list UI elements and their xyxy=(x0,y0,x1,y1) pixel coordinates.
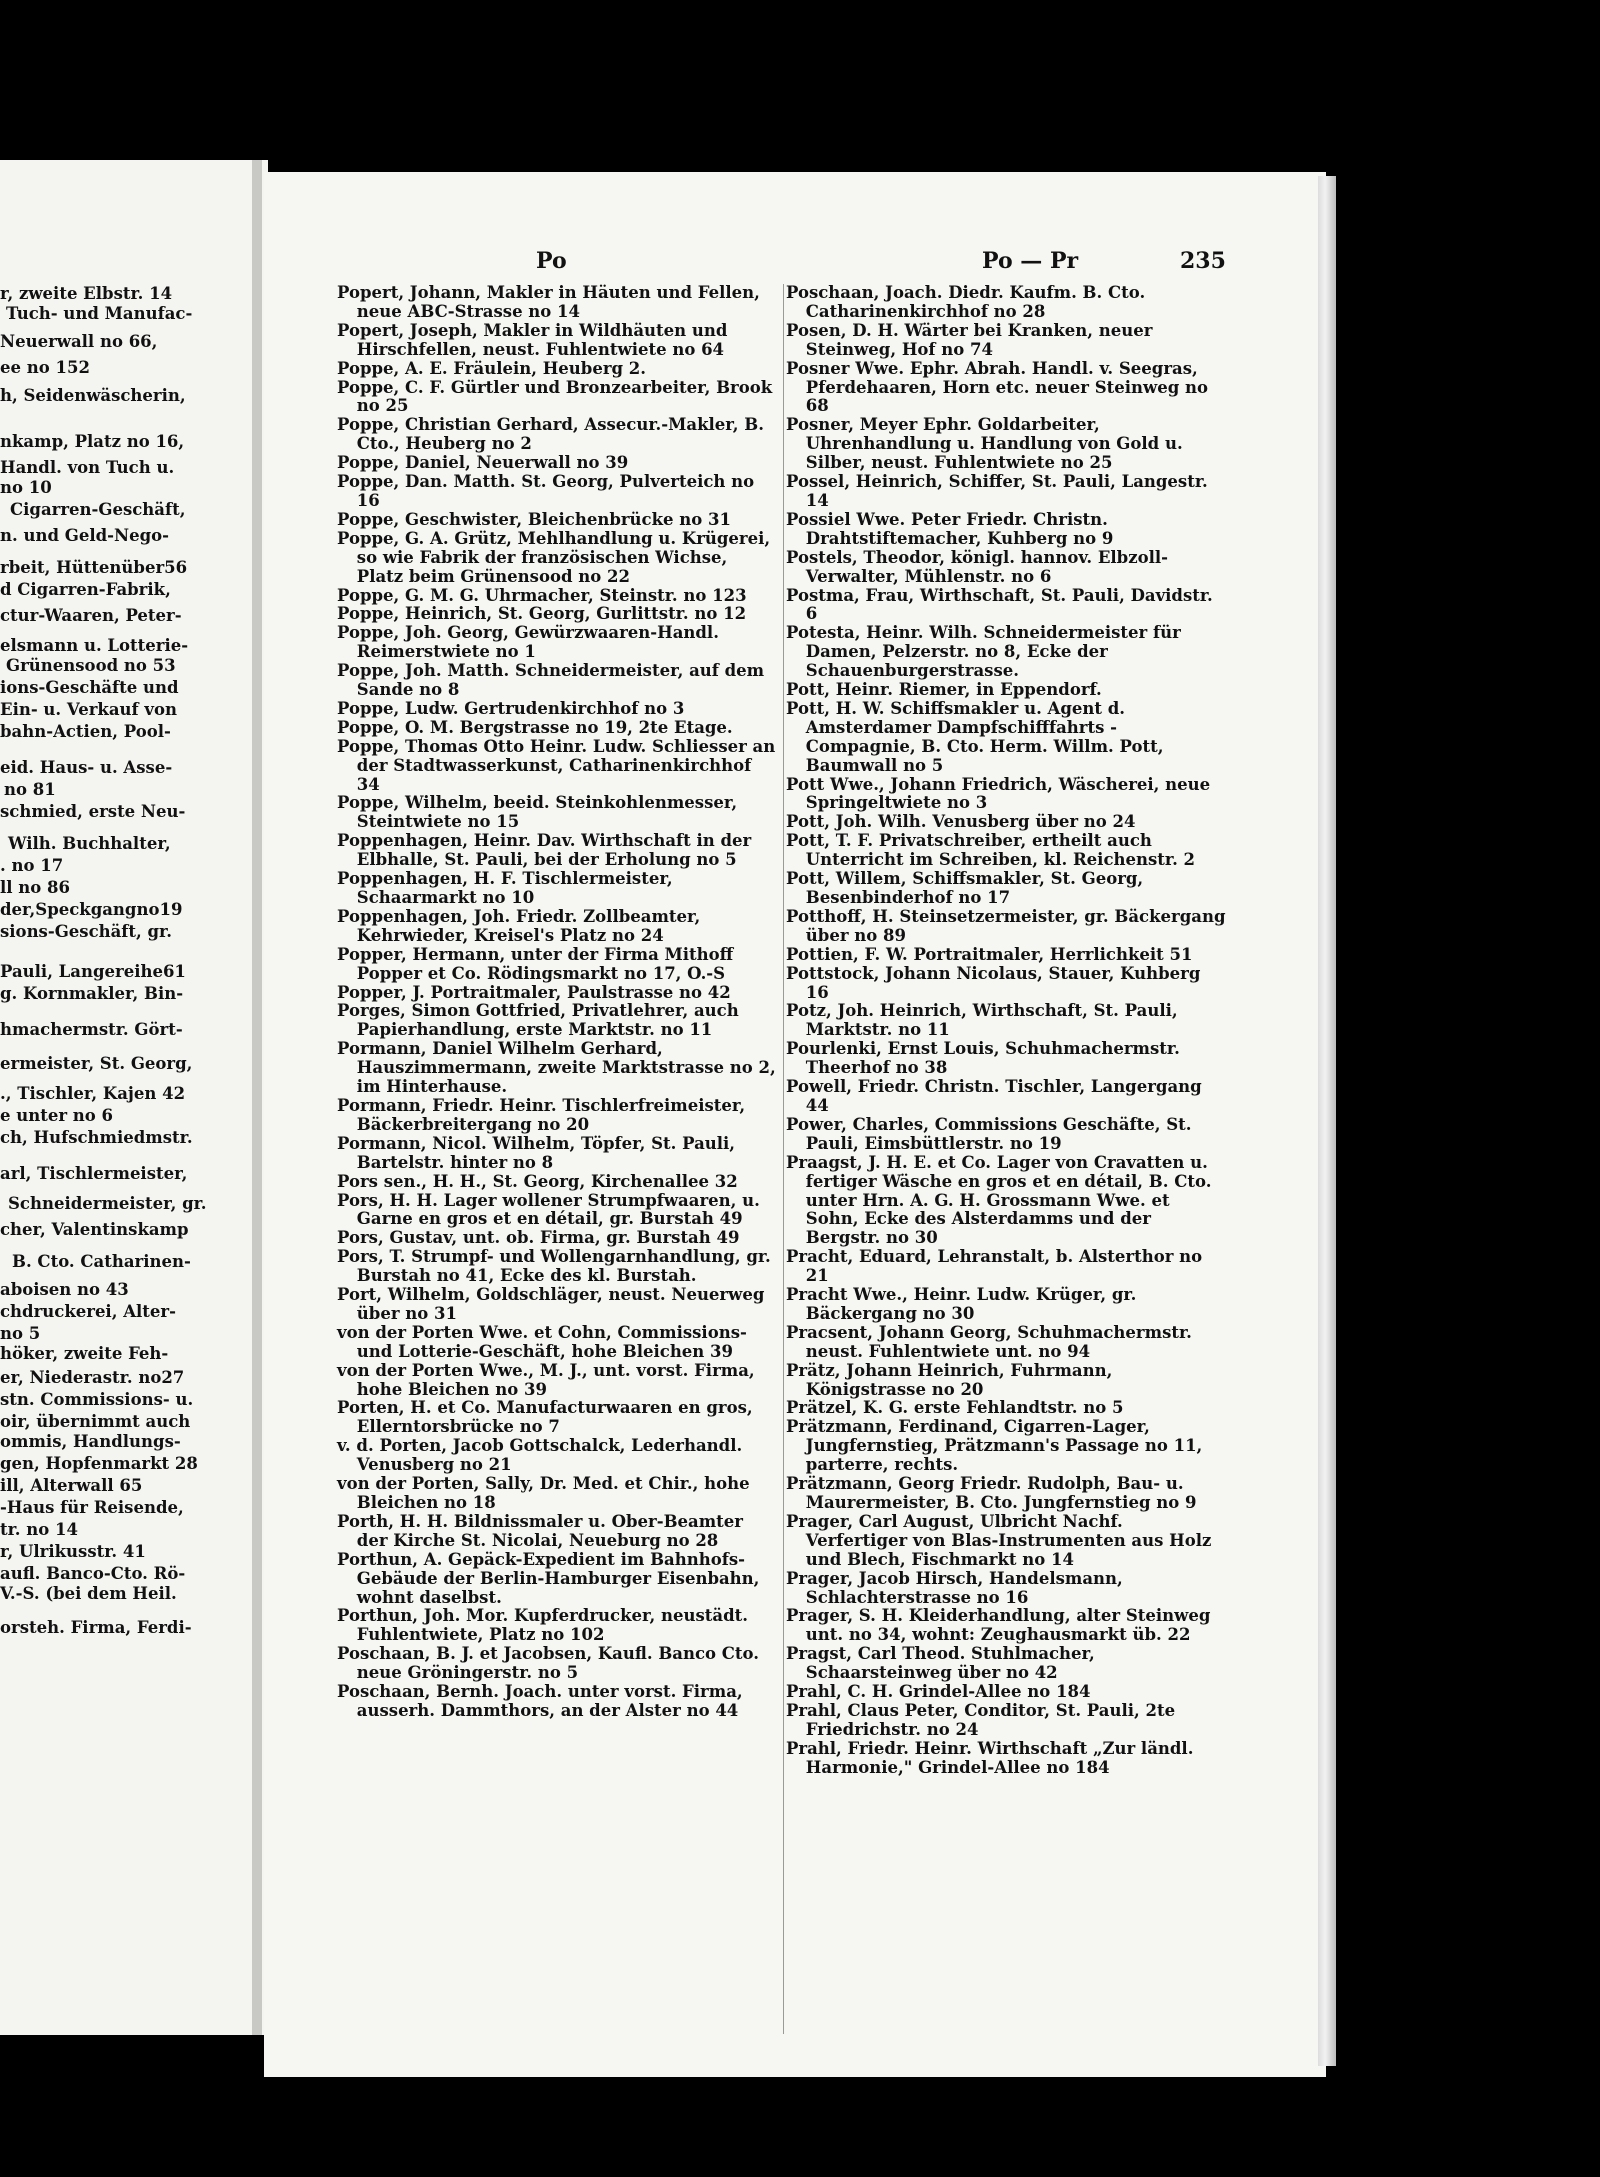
directory-entry: Pors, H. H. Lager wollener Strumpfwaaren, u. Garne en gros et en détail, gr. Burstah 49 xyxy=(337,1190,760,1229)
left-page-line: Cigarren-Geschäft, xyxy=(10,500,186,519)
left-page-line: rbeit, Hüttenüber56 xyxy=(0,558,188,577)
directory-entry: Pott, Heinr. Riemer, in Eppendorf. xyxy=(786,680,1102,700)
directory-entry: Poppe, O. M. Bergstrasse no 19, 2te Etage. xyxy=(337,717,733,737)
left-page-line: ctur-Waaren, Peter- xyxy=(0,606,182,625)
directory-entry: Pracht, Eduard, Lehranstalt, b. Alsterthor no 21 xyxy=(786,1247,1203,1286)
left-page-line: er, Niederastr. no27 xyxy=(0,1368,185,1387)
left-page-line: g. Kornmakler, Bin- xyxy=(0,984,184,1003)
left-page-line: ill, Alterwall 65 xyxy=(0,1476,143,1495)
left-page-line: ch, Hufschmiedmstr. xyxy=(0,1128,193,1147)
left-page-line: ., Tischler, Kajen 42 xyxy=(0,1084,186,1103)
directory-entry: Posner Wwe. Ephr. Abrah. Handl. v. Seegras, Pferdehaaren, Horn etc. neuer Steinweg no 68 xyxy=(786,358,1208,416)
left-page-line: r, Ulrikusstr. 41 xyxy=(0,1542,146,1561)
directory-entry: Poppe, Christian Gerhard, Assecur.-Makler, B. Cto., Heuberg no 2 xyxy=(337,415,764,454)
left-page-line: oir, übernimmt auch xyxy=(0,1412,191,1431)
directory-entry: Pracsent, Johann Georg, Schuhmachermstr. neust. Fuhlentwiete unt. no 94 xyxy=(786,1322,1192,1361)
header-left: Po xyxy=(536,248,567,274)
directory-entry: Poppe, G. A. Grütz, Mehlhandlung u. Krügerei, so wie Fabrik der französischen Wichse, Platz beim Grünensood no 22 xyxy=(337,528,771,586)
left-page-line: chdruckerei, Alter- xyxy=(0,1302,176,1321)
directory-entry: Poschaan, Joach. Diedr. Kaufm. B. Cto. Catharinenkirchhof no 28 xyxy=(786,283,1146,321)
left-page-line: nkamp, Platz no 16, xyxy=(0,432,185,451)
directory-entry: Poppe, Joh. Georg, Gewürzwaaren-Handl. Reimerstwiete no 1 xyxy=(337,623,719,662)
left-page-line: -Haus für Reisende, xyxy=(0,1498,184,1517)
left-page-line: . no 17 xyxy=(0,856,64,875)
left-page-line: Ein- u. Verkauf von xyxy=(0,700,177,719)
left-page-line: ions-Geschäfte und xyxy=(0,678,179,697)
left-page-line: tr. no 14 xyxy=(0,1520,78,1539)
directory-entry: Pott Wwe., Johann Friedrich, Wäscherei, neue Springeltwiete no 3 xyxy=(786,774,1211,813)
directory-entry: Pottstock, Johann Nicolaus, Stauer, Kuhberg 16 xyxy=(786,963,1201,1002)
left-page-line: stn. Commissions- u. xyxy=(0,1390,194,1409)
directory-entry: Pottien, F. W. Portraitmaler, Herrlichkeit 51 xyxy=(786,944,1193,964)
left-page-line: r, zweite Elbstr. 14 xyxy=(0,284,173,303)
left-page-line: cher, Valentinskamp xyxy=(0,1220,189,1239)
directory-entry: Pors, Gustav, unt. ob. Firma, gr. Burstah 49 xyxy=(337,1228,740,1248)
directory-entry: Pott, Joh. Wilh. Venusberg über no 24 xyxy=(786,812,1136,832)
directory-entry: Potthoff, H. Steinsetzermeister, gr. Bäckergang über no 89 xyxy=(786,906,1226,945)
left-page-line: Neuerwall no 66, xyxy=(0,332,158,351)
directory-entry: Poschaan, B. J. et Jacobsen, Kaufl. Banco Cto. neue Gröningerstr. no 5 xyxy=(337,1644,759,1683)
directory-entry: Pracht Wwe., Heinr. Ludw. Krüger, gr. Bäckergang no 30 xyxy=(786,1285,1137,1323)
left-page-line: ommis, Handlungs- xyxy=(0,1432,181,1451)
directory-entry: Praagst, J. H. E. et Co. Lager von Cravatten u. fertiger Wäsche en gros et en détail, B. Cto. unter Hrn. A. G. H. Grossmann Wwe. et Sohn, Ecke des Alsterdamms und der Bergstr. no 30 xyxy=(786,1152,1212,1248)
left-page-line: Wilh. Buchhalter, xyxy=(8,834,171,853)
left-page-line: hmachermstr. Gört- xyxy=(0,1020,183,1039)
directory-entry: Pott, Willem, Schiffsmakler, St. Georg, Besenbinderhof no 17 xyxy=(786,869,1144,907)
directory-entry: Power, Charles, Commissions Geschäfte, St. Pauli, Eimsbüttlerstr. no 19 xyxy=(786,1114,1192,1153)
directory-entry: Popper, Hermann, unter der Firma Mithoff Popper et Co. Rödingsmarkt no 17, O.-S xyxy=(337,944,734,983)
left-page-line: Handl. von Tuch u. xyxy=(0,458,175,477)
directory-entry: Poppenhagen, Heinr. Dav. Wirthschaft in der Elbhalle, St. Pauli, bei der Erholung no 5 xyxy=(337,831,752,870)
directory-entry: Poppe, C. F. Gürtler und Bronzearbeiter, Brook no 25 xyxy=(337,377,773,416)
directory-entry: Prager, Carl August, Ulbricht Nachf. Verfertiger von Blas-Instrumenten aus Holz und Blech, Fischmarkt no 14 xyxy=(786,1511,1212,1569)
left-page-line: no 81 xyxy=(4,780,56,799)
left-page-line: Grünensood no 53 xyxy=(6,656,176,675)
directory-entry: Prätzmann, Ferdinand, Cigarren-Lager, Jungfernstieg, Prätzmann's Passage no 11, parterre, rechts. xyxy=(786,1417,1203,1475)
directory-entry: Poppe, A. E. Fräulein, Heuberg 2. xyxy=(337,358,647,378)
directory-entry: v. d. Porten, Jacob Gottschalck, Lederhandl. Venusberg no 21 xyxy=(337,1436,743,1475)
directory-entry: Poppe, Thomas Otto Heinr. Ludw. Schliesser an der Stadtwasserkunst, Catharinenkirchhof 34 xyxy=(337,736,776,794)
directory-entry: Pormann, Nicol. Wilhelm, Töpfer, St. Pauli, Bartelstr. hinter no 8 xyxy=(337,1133,736,1172)
column-divider xyxy=(783,284,784,2034)
left-page-line: d Cigarren-Fabrik, xyxy=(0,580,171,599)
directory-entry: Prätz, Johann Heinrich, Fuhrmann, Königstrasse no 20 xyxy=(786,1360,1113,1399)
directory-entry: Powell, Friedr. Christn. Tischler, Langergang 44 xyxy=(786,1077,1202,1115)
directory-entry: Pors, T. Strumpf- und Wollengarnhandlung, gr. Burstah no 41, Ecke des kl. Burstah. xyxy=(337,1247,771,1286)
directory-entry: Poppe, Geschwister, Bleichenbrücke no 31 xyxy=(337,509,731,529)
directory-entry: Pors sen., H. H., St. Georg, Kirchenallee 32 xyxy=(337,1171,738,1191)
book-spine xyxy=(252,160,262,2035)
directory-entry: Pott, H. W. Schiffsmakler u. Agent d. Amsterdamer Dampfschifffahrts - Compagnie, B. Cto. Herm. Willm. Pott, Baumwall no 5 xyxy=(786,698,1164,775)
directory-entry: Porten, H. et Co. Manufacturwaaren en gros, Ellerntorsbrücke no 7 xyxy=(337,1398,753,1437)
directory-entry: Pormann, Friedr. Heinr. Tischlerfreimeister, Bäckerbreitergang no 20 xyxy=(337,1095,746,1134)
left-page-line: orsteh. Firma, Ferdi- xyxy=(0,1618,192,1637)
left-page-line: eid. Haus- u. Asse- xyxy=(0,758,173,777)
directory-entry: Prager, Jacob Hirsch, Handelsmann, Schlachterstrasse no 16 xyxy=(786,1568,1123,1607)
left-page-line: schmied, erste Neu- xyxy=(0,802,186,821)
left-page-line: sions-Geschäft, gr. xyxy=(0,922,172,941)
left-page-line: V.-S. (bei dem Heil. xyxy=(0,1584,177,1603)
directory-entry: Pragst, Carl Theod. Stuhlmacher, Schaarsteinweg über no 42 xyxy=(786,1644,1095,1683)
directory-entry: Popper, J. Portraitmaler, Paulstrasse no 42 xyxy=(337,982,731,1002)
directory-entry: Porthun, A. Gepäck-Expedient im Bahnhofs-Gebäude der Berlin-Hamburger Eisenbahn, wohnt daselbst. xyxy=(337,1549,760,1607)
directory-entry: Prätzel, K. G. erste Fehlandtstr. no 5 xyxy=(786,1398,1124,1418)
directory-entry: Popert, Johann, Makler in Häuten und Fellen, neue ABC-Strasse no 14 xyxy=(337,283,760,321)
left-page-line: bahn-Actien, Pool- xyxy=(0,722,171,741)
left-page-line: ll no 86 xyxy=(0,878,70,897)
directory-entry: Prahl, Friedr. Heinr. Wirthschaft „Zur ländl. Harmonie," Grindel-Allee no 184 xyxy=(786,1738,1194,1777)
directory-entry: Popert, Joseph, Makler in Wildhäuten und Hirschfellen, neust. Fuhlentwiete no 64 xyxy=(337,320,728,359)
header-right: Po — Pr xyxy=(982,248,1079,274)
directory-entry: Potesta, Heinr. Wilh. Schneidermeister für Damen, Pelzerstr. no 8, Ecke der Schauenburgerstrasse. xyxy=(786,623,1181,681)
directory-entry: Prager, S. H. Kleiderhandlung, alter Steinweg unt. no 34, wohnt: Zeughausmarkt üb. 22 xyxy=(786,1606,1211,1645)
directory-entry: von der Porten, Sally, Dr. Med. et Chir., hohe Bleichen no 18 xyxy=(337,1474,750,1512)
directory-entry: Postels, Theodor, königl. hannov. Elbzoll-Verwalter, Mühlenstr. no 6 xyxy=(786,547,1168,586)
left-page-line: der,Speckgangno19 xyxy=(0,900,183,919)
directory-entry: Possel, Heinrich, Schiffer, St. Pauli, Langestr. 14 xyxy=(786,472,1208,510)
left-page-line: h, Seidenwäscherin, xyxy=(0,386,186,405)
directory-column-left xyxy=(337,284,777,1721)
directory-entry: Pormann, Daniel Wilhelm Gerhard, Hauszimmermann, zweite Marktstrasse no 2, im Hinterhause. xyxy=(337,1039,776,1097)
directory-entry: Posner, Meyer Ephr. Goldarbeiter, Uhrenhandlung u. Handlung von Gold u. Silber, neust. Fuhlentwiete no 25 xyxy=(786,415,1183,473)
directory-column-right xyxy=(786,284,1226,1778)
left-page-line: aufl. Banco-Cto. Rö- xyxy=(0,1564,186,1583)
directory-entry: Porges, Simon Gottfried, Privatlehrer, auch Papierhandlung, erste Marktstr. no 11 xyxy=(337,1001,739,1040)
directory-entry: Pott, T. F. Privatschreiber, ertheilt auch Unterricht im Schreiben, kl. Reichenstr. 2 xyxy=(786,831,1196,870)
directory-entry: Poppe, Ludw. Gertrudenkirchhof no 3 xyxy=(337,698,685,718)
directory-entry: Poppe, G. M. G. Uhrmacher, Steinstr. no 123 xyxy=(337,585,747,605)
directory-entry: Poppe, Wilhelm, beeid. Steinkohlenmesser, Steintwiete no 15 xyxy=(337,793,738,832)
left-page-line: no 5 xyxy=(0,1324,41,1343)
directory-entry: Possiel Wwe. Peter Friedr. Christn. Drahtstiftemacher, Kuhberg no 9 xyxy=(786,509,1114,548)
directory-entry: Poppe, Daniel, Neuerwall no 39 xyxy=(337,453,629,473)
left-page-line: no 10 xyxy=(0,478,52,497)
directory-entry: Poppe, Joh. Matth. Schneidermeister, auf dem Sande no 8 xyxy=(337,661,765,700)
directory-entry: Port, Wilhelm, Goldschläger, neust. Neuerweg über no 31 xyxy=(337,1285,765,1323)
directory-entry: Porth, H. H. Bildnissmaler u. Ober-Beamter der Kirche St. Nicolai, Neueburg no 28 xyxy=(337,1511,743,1550)
left-page-line: Pauli, Langereihe61 xyxy=(0,962,186,981)
left-page-fragment xyxy=(0,160,268,2035)
left-page-line: n. und Geld-Nego- xyxy=(0,526,169,545)
directory-entry: Prahl, Claus Peter, Conditor, St. Pauli, 2te Friedrichstr. no 24 xyxy=(786,1700,1176,1739)
page-edge xyxy=(1318,176,1336,2066)
left-page-line: Schneidermeister, gr. xyxy=(8,1194,207,1213)
left-page-line: B. Cto. Catharinen- xyxy=(12,1252,191,1271)
directory-entry: Prahl, C. H. Grindel-Allee no 184 xyxy=(786,1682,1091,1702)
left-page-line: e unter no 6 xyxy=(0,1106,114,1125)
directory-entry: Prätzmann, Georg Friedr. Rudolph, Bau- u. Maurermeister, B. Cto. Jungfernstieg no 9 xyxy=(786,1474,1197,1512)
page-number: 235 xyxy=(1180,248,1226,274)
left-page-line: aboisen no 43 xyxy=(0,1280,129,1299)
directory-entry: Postma, Frau, Wirthschaft, St. Pauli, Davidstr. 6 xyxy=(786,585,1213,624)
left-page-line: arl, Tischlermeister, xyxy=(0,1164,188,1183)
left-page-line: höker, zweite Feh- xyxy=(0,1344,169,1363)
directory-entry: Porthun, Joh. Mor. Kupferdrucker, neustädt. Fuhlentwiete, Platz no 102 xyxy=(337,1606,748,1645)
left-page-line: ee no 152 xyxy=(0,358,90,377)
left-page-line: gen, Hopfenmarkt 28 xyxy=(0,1454,198,1473)
directory-entry: Poschaan, Bernh. Joach. unter vorst. Firma, ausserh. Dammthors, an der Alster no 44 xyxy=(337,1682,743,1720)
directory-entry: Poppe, Heinrich, St. Georg, Gurlittstr. no 12 xyxy=(337,604,747,624)
directory-entry: Potz, Joh. Heinrich, Wirthschaft, St. Pauli, Marktstr. no 11 xyxy=(786,1001,1178,1040)
left-page-line: elsmann u. Lotterie- xyxy=(0,636,189,655)
left-page-line: Tuch- und Manufac- xyxy=(6,304,193,323)
directory-entry: von der Porten Wwe. et Cohn, Commissions- und Lotterie-Geschäft, hohe Bleichen 39 xyxy=(337,1322,747,1361)
directory-entry: Poppenhagen, Joh. Friedr. Zollbeamter, Kehrwieder, Kreisel's Platz no 24 xyxy=(337,906,701,945)
directory-entry: von der Porten Wwe., M. J., unt. vorst. Firma, hohe Bleichen no 39 xyxy=(337,1360,755,1399)
directory-entry: Pourlenki, Ernst Louis, Schuhmachermstr. Theerhof no 38 xyxy=(786,1039,1180,1078)
directory-entry: Poppenhagen, H. F. Tischlermeister, Schaarmarkt no 10 xyxy=(337,869,673,907)
directory-entry: Poppe, Dan. Matth. St. Georg, Pulverteich no 16 xyxy=(337,472,755,510)
left-page-line: ermeister, St. Georg, xyxy=(0,1054,193,1073)
directory-entry: Posen, D. H. Wärter bei Kranken, neuer Steinweg, Hof no 74 xyxy=(786,320,1153,359)
